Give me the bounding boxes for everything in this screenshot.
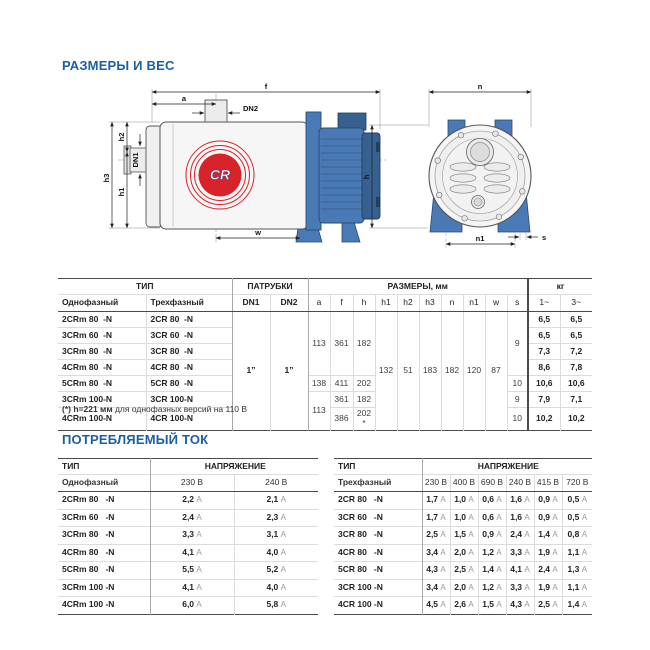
weight-cell: 7,2: [560, 344, 592, 360]
type-header: ТИП: [338, 460, 356, 471]
pump-front-view: [362, 82, 546, 248]
col-header-h2: h2: [397, 295, 419, 312]
model-cell: 3CR 80 -N: [334, 527, 422, 545]
value-cell-dn1: 1”: [232, 312, 270, 431]
value-cell-h3: 183: [419, 312, 441, 431]
weight-cell: 8,6: [528, 360, 560, 376]
phase-header: Трехфазный: [334, 475, 422, 492]
model-cell: 5CR 80 -N: [334, 562, 422, 580]
model-cell: 2CR 80 -N: [146, 312, 232, 328]
svg-text:w: w: [255, 228, 261, 237]
model-cell: 4CRm 80 -N: [58, 544, 150, 562]
col-header-h: h: [353, 295, 375, 312]
svg-text:n: n: [477, 82, 483, 91]
col-header-w: w: [485, 295, 507, 312]
value-cell-a: 113: [308, 312, 330, 376]
model-cell: 3CRm 100-N: [58, 392, 146, 408]
section-title-current: ПОТРЕБЛЯЕМЫЙ ТОК: [62, 432, 209, 447]
voltage-col-header: 400 В: [450, 475, 478, 492]
voltage-col-header: 720 В: [562, 475, 592, 492]
svg-text:f: f: [264, 82, 268, 91]
model-cell: 2CRm 80 -N: [62, 313, 113, 324]
value-cell-f: 386: [330, 408, 353, 431]
value-cell-s: 9: [507, 312, 528, 376]
value-cell-h: 182: [353, 392, 375, 408]
group-header-dims: РАЗМЕРЫ, мм: [308, 279, 528, 295]
footnote-text: для однофазных версий на 110 В: [112, 404, 248, 414]
footnote-bold: (*) h=221 мм: [62, 404, 113, 414]
weight-cell: 6,5: [528, 328, 560, 344]
voltage-col-header: 230 В: [422, 475, 450, 492]
weight-cell: 10,2: [560, 408, 592, 431]
type-header: ТИП: [62, 460, 80, 471]
col-header-n: n: [441, 295, 463, 312]
value-cell-s: 10: [507, 376, 528, 392]
svg-text:h: h: [362, 174, 371, 180]
svg-text:n1: n1: [475, 234, 485, 243]
dim-n: [429, 82, 531, 127]
model-cell: 3CR 100-N: [146, 392, 232, 408]
model-cell: 5CRm 80 -N: [58, 562, 150, 580]
weight-cell: 10,2: [528, 408, 560, 431]
motor-foot: [342, 222, 360, 242]
model-cell: 3CRm 80 -N: [58, 344, 146, 360]
svg-text:a: a: [181, 94, 187, 103]
col-header-mono: Однофазный: [58, 295, 146, 312]
col-header-f: f: [330, 295, 353, 312]
value-cell-h1: 132: [375, 312, 397, 431]
voltage-header: НАПРЯЖЕНИЕ: [422, 459, 592, 475]
model-cell: 4CRm 100 -N: [58, 597, 150, 615]
model-cell: 3CR 80 -N: [146, 344, 232, 360]
col-header-kg1: 1~: [528, 295, 560, 312]
voltage-col-header: 240 В: [506, 475, 534, 492]
model-cell: 2CRm 80 -N: [62, 494, 115, 505]
svg-text:h1: h1: [117, 187, 126, 197]
value-cell-dn2: 1”: [270, 312, 308, 431]
voltage-header: НАПРЯЖЕНИЕ: [150, 459, 318, 475]
dim-h: [362, 125, 428, 228]
value-cell-a: 113: [308, 392, 330, 431]
svg-text:s: s: [542, 233, 547, 242]
weight-cell: 6,5: [528, 312, 560, 328]
weight-cell: 7,3: [528, 344, 560, 360]
col-header-h1: h1: [375, 295, 397, 312]
model-cell: 4CR 80 -N: [334, 544, 422, 562]
weight-cell: 6,5: [560, 328, 592, 344]
dim-s: [508, 232, 546, 242]
current-table-single-phase: ТИП НАПРЯЖЕНИЕ Однофазный 230 В 240 В 2CRm 80 -N 2,2 A 2,1 A 3CRm 60 -N 2,4 A 2,3 A 3CRm 80 -N 3,3 A 3,1 A 4CRm 80 -N 4,1 A 4,0 A 5CRm 80 -N 5,5 A 5,2 A 3CRm 100 -N 4,1 A 4,0 A 4CRm 100 -N 6,0 A 5,8 A: [58, 458, 318, 615]
model-cell: 3CRm 60 -N: [58, 509, 150, 527]
value-cell-s: 9: [507, 392, 528, 408]
dim-dn1: [131, 134, 140, 186]
model-cell: 3CRm 60 -N: [58, 328, 146, 344]
col-header-s: s: [507, 295, 528, 312]
value-cell-f: 411: [330, 376, 353, 392]
model-cell: 3CR 60 -N: [146, 328, 232, 344]
value-cell-s: 10: [507, 408, 528, 431]
model-cell: 3CR 100 -N: [334, 579, 422, 597]
value-cell-w: 87: [485, 312, 507, 431]
dim-n1: [446, 232, 515, 248]
svg-text:DN2: DN2: [243, 104, 259, 113]
model-cell: 3CRm 80 -N: [58, 527, 150, 545]
value-cell-h: 182: [353, 312, 375, 376]
value-cell-f: 361: [330, 392, 353, 408]
svg-text:h2: h2: [117, 132, 126, 142]
col-header-a: a: [308, 295, 330, 312]
col-header-dn2: DN2: [270, 295, 308, 312]
group-header-type: ТИП: [136, 280, 154, 291]
weight-cell: 7,1: [560, 392, 592, 408]
value-cell-h: 202: [353, 376, 375, 392]
cr-logo-text: CR: [209, 166, 231, 183]
current-table-three-phase: ТИП НАПРЯЖЕНИЕ Трехфазный 230 В 400 В 690 В 240 В 415 В 720 В 2CR 80 -N 1,7 A 1,0 A 0,6 A 1,6 A 0,9 A 0,5 A 3CR 60 -N 1,7 A 1,0 A 0,6 A 1,6 A 0,9 A 0,5 A 3CR 80 -N 2,5 A 1,5 A 0,9 A 2,4 A 1,4 A 0,8 A 4CR 80 -N 3,4 A 2,0 A 1,2 A 3,3 A 1,9 A 1,1 A 5CR 80 -N 4,3 A 2,5 A 1,4 A 4,1 A 2,4 A 1,3 A 3CR 100 -N 3,4 A 2,0 A 1,2 A 3,3 A 1,9 A 1,1 A 4CR 100 -N 4,5 A 2,6 A 1,5 A 4,3 A 2,5 A 1,4 A: [334, 458, 592, 615]
weight-cell: 7,9: [528, 392, 560, 408]
voltage-col-header: 240 В: [234, 475, 318, 492]
model-cell: 3CRm 100 -N: [58, 579, 150, 597]
group-header-ports: ПАТРУБКИ: [232, 279, 308, 295]
weight-cell: 10,6: [560, 376, 592, 392]
model-cell: 3CR 60 -N: [334, 509, 422, 527]
group-header-kg: кг: [528, 279, 592, 295]
footnote: [62, 404, 247, 414]
svg-text:DN1: DN1: [131, 152, 140, 168]
voltage-col-header: 230 В: [150, 475, 234, 492]
value-cell-n: 182: [441, 312, 463, 431]
weight-cell: 7,8: [560, 360, 592, 376]
value-cell-n1: 120: [463, 312, 485, 431]
col-header-tri: Трехфазный: [146, 295, 232, 312]
weight-cell: 10,6: [528, 376, 560, 392]
value-cell-f: 361: [330, 312, 353, 376]
value-cell-h2: 51: [397, 312, 419, 431]
model-cell: 2CR 80 -N: [338, 494, 383, 505]
model-cell: 4CR 100 -N: [334, 597, 422, 615]
col-header-dn1: DN1: [232, 295, 270, 312]
col-header-h3: h3: [419, 295, 441, 312]
pump-side-view: [102, 82, 386, 244]
phase-header: Однофазный: [58, 475, 150, 492]
weight-cell: 6,5: [560, 312, 592, 328]
voltage-col-header: 415 В: [534, 475, 562, 492]
model-cell: 4CR 80 -N: [146, 360, 232, 376]
col-header-kg3: 3~: [560, 295, 592, 312]
value-cell-a: 138: [308, 376, 330, 392]
model-cell: 4CR 100-N: [146, 408, 232, 431]
voltage-col-header: 690 В: [478, 475, 506, 492]
pump-drawings: [60, 82, 590, 267]
model-cell: 4CRm 100-N: [58, 408, 146, 431]
model-cell: 5CR 80 -N: [146, 376, 232, 392]
col-header-n1: n1: [463, 295, 485, 312]
svg-text:h3: h3: [102, 173, 111, 183]
section-title-dimensions: РАЗМЕРЫ И ВЕС: [62, 58, 175, 73]
model-cell: 5CRm 80 -N: [58, 376, 146, 392]
model-cell: 4CRm 80 -N: [58, 360, 146, 376]
value-cell-h: 202 *: [353, 408, 375, 431]
